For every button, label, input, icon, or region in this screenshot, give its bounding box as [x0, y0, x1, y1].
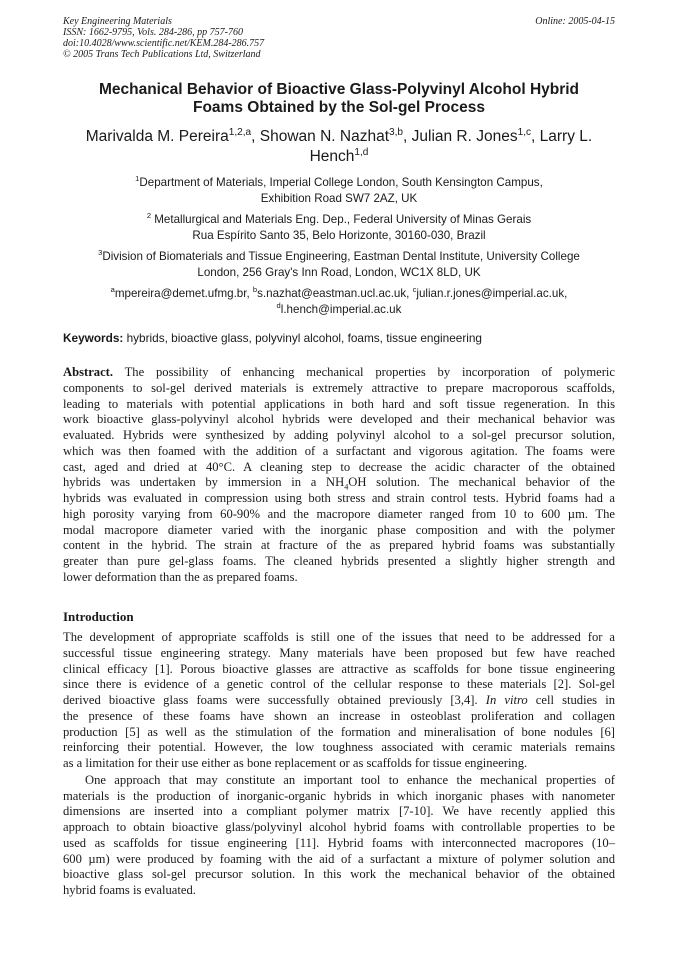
author-name: , Julian R. Jones — [403, 128, 518, 145]
affil-text: Metallurgical and Materials Eng. Dep., Federal University of Minas Gerais — [151, 213, 532, 226]
intro-line: reinforcing their potential. However, the low toughness associated with ceramic materials remains — [63, 740, 615, 755]
journal-header — [63, 16, 615, 60]
affil-text: Exhibition Road SW7 2AZ, UK — [260, 191, 418, 205]
abstract-line: which was then foamed with the addition of a surfactant and vigorous agitation. The foams were — [63, 443, 615, 458]
email-marker: b — [252, 285, 258, 295]
affil-text: Division of Biomaterials and Tissue Engineering, Eastman Dental Institute, University College — [102, 250, 580, 263]
abstract-line: hybrids was evaluated in compression using both stress and strain control tests. Hybrid foams had a — [63, 491, 615, 505]
affil-marker: 3 — [98, 248, 103, 258]
affil-marker: 2 — [146, 211, 152, 221]
abstract-line: hybrids was undertaken by immersion in a $NH_4OH$ solution. The mechanical behavior of the — [63, 475, 615, 492]
author-list — [63, 127, 615, 167]
abstract-line: high porosity varying from 60-90% and the macropore diameter ranged from 10 to 600 µm. The — [63, 506, 615, 521]
intro-line: bioactive glass sol-gel precursor solution. In this work the mechanical behavior of the obtained — [63, 867, 615, 882]
title-line-1: Mechanical Behavior of Bioactive Glass-Polyvinyl Alcohol Hybrid — [98, 81, 580, 98]
journal-name: Key Engineering Materials — [63, 16, 172, 27]
email-address[interactable]: julian.r.jones@imperial.ac.uk, — [416, 287, 568, 300]
journal-doi: doi:10.4028/www.scientific.net/KEM.284-286.757 — [63, 38, 265, 49]
author-affil-marker: 1,2,a — [228, 126, 252, 138]
affiliation-2 — [63, 212, 615, 243]
intro-line: The development of appropriate scaffolds is still one of the issues that need to be addressed for a — [63, 630, 615, 644]
abstract-line: components to sol-gel derived materials is extremely attractive to prepare macroporous scaffolds, — [63, 380, 615, 395]
intro-line: derived bioactive glass foams were successfully obtained previously [3,4]. In vitro cell studies in — [63, 693, 615, 707]
intro-line: One approach that may constitute an important tool to enhance the mechanical properties of — [85, 772, 615, 787]
author-affil-marker: 3,b — [389, 126, 404, 138]
email-marker: c — [412, 285, 417, 295]
affil-text: London, 256 Gray's Inn Road, London, WC1X 8LD, UK — [197, 265, 481, 279]
intro-line: materials is the production of inorganic-organic hybrids in which inorganic phases with nanometer — [63, 788, 615, 803]
section-heading-introduction: Introduction — [63, 609, 134, 624]
author-line-1 — [63, 127, 615, 147]
paper-title — [63, 81, 615, 117]
author-name: , Showan N. Nazhat — [251, 128, 390, 145]
author-name: , Larry L. — [531, 128, 593, 145]
intro-line: approach to obtain bioactive glass/polyvinyl alcohol hybrid foams with controllable properties to be — [63, 820, 615, 834]
keywords — [63, 331, 623, 346]
intro-paragraph-1 — [63, 630, 615, 772]
journal-issn: ISSN: 1662-9795, Vols. 284-286, pp 757-760 — [63, 27, 243, 38]
abstract-line: evaluated. Hybrids were synthesized by adding polyvinyl alcohol to a sol-gel precursor solution, — [63, 428, 615, 442]
author-affil-marker: 1,c — [517, 126, 532, 138]
abstract-line: cast, aged and dried at 40°C. A cleaning step to decrease the acidic character of the obtained — [63, 459, 615, 474]
email-address[interactable]: l.hench@imperial.ac.uk — [280, 302, 402, 316]
intro-line: clinical efficacy [1]. Porous bioactive glasses are attractive as scaffolds for bone tissue engineering — [63, 661, 615, 676]
abstract-label: Abstract. — [63, 365, 114, 379]
intro-line: 600 µm) were produced by foaming with the aid of a surfactant a mixture of polymer solution and — [63, 851, 615, 866]
intro-line: since there is evidence of a genetic control of the cellular response to these materials [2]. Sol-gel — [63, 677, 615, 692]
email-marker: d — [276, 300, 281, 310]
affiliation-1 — [63, 175, 615, 206]
intro-line: used as scaffolds for tissue engineering [11]. Hybrid foams with interconnected macropores (10– — [63, 835, 615, 850]
abstract-line: lower deformation than the as prepared foams. — [63, 569, 298, 584]
title-line-2: Foams Obtained by the Sol-gel Process — [193, 99, 485, 116]
intro-line: dimensions are inserted into a compliant polymer matrix [7-10]. We have recently applied this — [63, 804, 615, 819]
affil-text: Department of Materials, Imperial College London, South Kensington Campus, — [139, 176, 543, 189]
keywords-text: hybrids, bioactive glass, polyvinyl alcohol, foams, tissue engineering — [123, 331, 482, 345]
intro-line: production [5] as well as the stimulation of the formation and mineralisation of bone nodules [6] — [63, 724, 615, 739]
intro-paragraph-2 — [63, 773, 615, 899]
author-line-2 — [63, 147, 615, 167]
email-address[interactable]: s.nazhat@eastman.ucl.ac.uk, — [257, 287, 413, 300]
abstract-line: leading to materials with potential applications in both hard and soft tissue regeneration. In this — [63, 396, 615, 411]
journal-copyright: © 2005 Trans Tech Publications Ltd, Switzerland — [63, 49, 261, 60]
abstract-line: Abstract. The possibility of enhancing mechanical properties by incorporation of polymeric — [63, 365, 615, 379]
intro-line: successful tissue engineering strategy. Many materials have been proposed but few have reached — [63, 645, 615, 660]
abstract-line: work bioactive glass-polyvinyl alcohol hybrids were developed and their mechanical behavior was — [63, 412, 615, 427]
author-affil-marker: 1,d — [354, 146, 369, 158]
author-name: Marivalda M. Pereira — [85, 128, 229, 145]
email-address[interactable]: mpereira@demet.ufmg.br, — [114, 287, 253, 300]
abstract-line: modal macropore diameter varied with the inorganic phase composition and with the polymer — [63, 522, 615, 537]
author-name: Hench — [309, 148, 355, 165]
abstract-line: content in the hybrid. The strain at fracture of the as prepared hybrid foams was substantially — [63, 538, 615, 553]
affiliation-3 — [63, 249, 615, 280]
intro-line: hybrid foams is evaluated. — [63, 883, 196, 897]
intro-line: as a limitation for their use either as bone replacement or as scaffolds for tissue engineering. — [63, 756, 528, 770]
author-emails — [63, 286, 615, 317]
intro-line: the presence of these foams have shown an increase in osteoblast proliferation and collagen — [63, 708, 615, 723]
affil-text: Rua Espírito Santo 35, Belo Horizonte, 30160-030, Brazil — [192, 228, 486, 242]
affil-marker: 1 — [135, 174, 140, 184]
abstract — [63, 365, 615, 586]
abstract-line: greater than pure gel-glass foams. The cleaned hybrids presented a slightly higher strength and — [63, 554, 615, 568]
email-marker: a — [110, 285, 115, 295]
introduction-body — [63, 630, 615, 899]
online-date: Online: 2005-04-15 — [535, 16, 615, 27]
keywords-label: Keywords: — [63, 331, 124, 345]
affiliations — [63, 175, 615, 323]
